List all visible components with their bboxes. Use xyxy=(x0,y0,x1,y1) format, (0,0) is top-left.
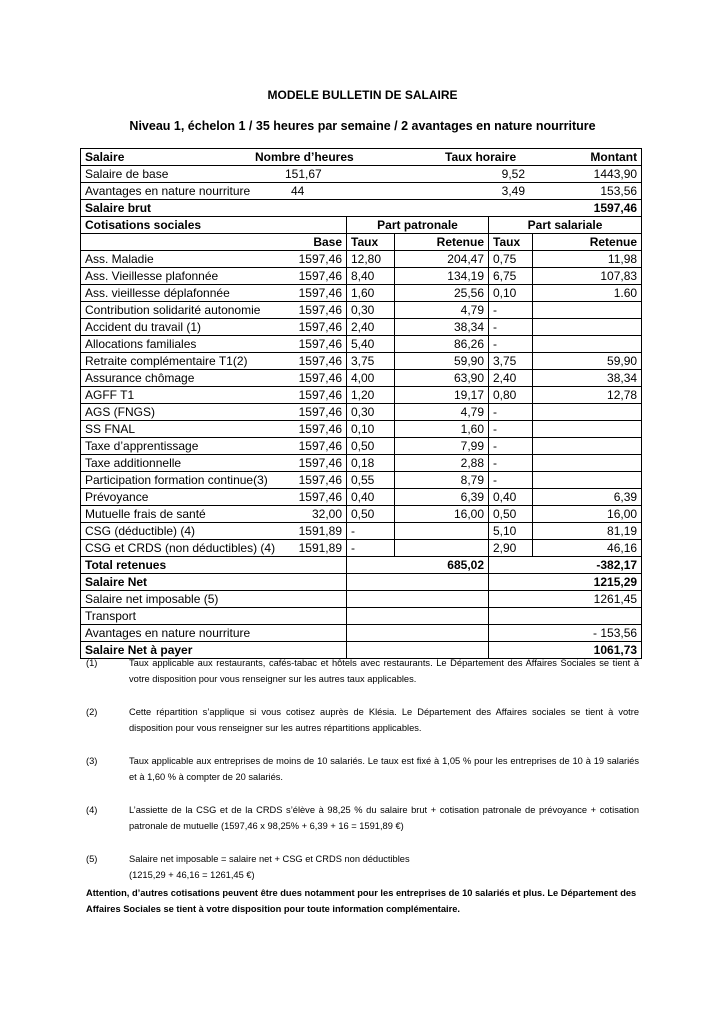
footnote-number: (1) xyxy=(86,658,98,668)
employee-deduction xyxy=(533,455,642,472)
footnote-number: (3) xyxy=(86,756,98,766)
net-row-amount: - 153,56 xyxy=(489,625,642,642)
employee-deduction: 6,39 xyxy=(533,489,642,506)
footnotes xyxy=(86,655,639,900)
contribution-label: Retraite complémentaire T1(2) xyxy=(81,353,277,370)
employer-deduction: 204,47 xyxy=(395,251,489,268)
employee-rate: 0,80 xyxy=(489,387,533,404)
total-deductions-row xyxy=(81,557,642,574)
contribution-base: 1597,46 xyxy=(277,285,347,302)
contribution-base: 1597,46 xyxy=(277,268,347,285)
employee-deduction xyxy=(533,472,642,489)
employer-rate: 5,40 xyxy=(347,336,395,353)
footnote-text: Cette répartition s’applique si vous cotisez auprès de Klésia. Le Département des Affaires sociales se tient à votre disposition pour vous renseigner sur les autres répartitions applicables. xyxy=(129,707,639,733)
contribution-row xyxy=(81,387,642,404)
employee-deduction xyxy=(533,421,642,438)
employer-deduction xyxy=(395,523,489,540)
employee-deduction: 11,98 xyxy=(533,251,642,268)
footnote-text-continued: (1215,29 + 46,16 = 1261,45 €) xyxy=(129,870,255,880)
salary-header-amount: Montant xyxy=(590,150,638,164)
employer-rate: 0,55 xyxy=(347,472,395,489)
gross-salary-amount: 1597,46 xyxy=(489,200,642,217)
contribution-base: 1597,46 xyxy=(277,404,347,421)
employer-rate: 0,10 xyxy=(347,421,395,438)
contribution-label: Accident du travail (1) xyxy=(81,319,277,336)
contribution-base: 1597,46 xyxy=(277,302,347,319)
employee-rate: - xyxy=(489,438,533,455)
salary-row-amount: 153,56 xyxy=(600,184,638,198)
employer-rate: 3,75 xyxy=(347,353,395,370)
employer-deduction: 63,90 xyxy=(395,370,489,387)
document-title: MODELE BULLETIN DE SALAIRE xyxy=(267,88,458,102)
contribution-label: CSG (déductible) (4) xyxy=(81,523,277,540)
contribution-base: 1597,46 xyxy=(277,336,347,353)
net-row-label: Avantages en nature nourriture xyxy=(81,625,347,642)
employer-rate: - xyxy=(347,540,395,557)
net-row xyxy=(81,608,642,625)
contribution-label: SS FNAL xyxy=(81,421,277,438)
employer-deduction: 7,99 xyxy=(395,438,489,455)
salary-header-rate: Taux horaire xyxy=(445,150,517,164)
employee-deduction: 16,00 xyxy=(533,506,642,523)
contribution-row xyxy=(81,455,642,472)
total-employer-deduction: 685,02 xyxy=(347,557,489,574)
employee-rate: 0,75 xyxy=(489,251,533,268)
employee-deduction xyxy=(533,302,642,319)
contribution-label: Ass. Vieillesse plafonnée xyxy=(81,268,277,285)
salary-row-amount: 1443,90 xyxy=(593,167,638,181)
contribution-label: CSG et CRDS (non déductibles) (4) xyxy=(81,540,277,557)
payslip-table xyxy=(80,148,642,659)
employer-rate: 1,20 xyxy=(347,387,395,404)
contribution-row xyxy=(81,251,642,268)
salary-header-row xyxy=(81,149,642,166)
contribution-label: Assurance chômage xyxy=(81,370,277,387)
salary-header-label: Salaire xyxy=(85,150,125,164)
contribution-base: 1591,89 xyxy=(277,523,347,540)
employee-deduction: 59,90 xyxy=(533,353,642,370)
employee-deduction: 107,83 xyxy=(533,268,642,285)
employer-deduction: 25,56 xyxy=(395,285,489,302)
contribution-label: AGFF T1 xyxy=(81,387,277,404)
employer-rate: 12,80 xyxy=(347,251,395,268)
employee-rate: 0,10 xyxy=(489,285,533,302)
net-row xyxy=(81,574,642,591)
warning-text: Attention, d’autres cotisations peuvent être dues notamment pour les entreprises de 10 salariés et plus. Le Département des Affaires Sociales se tient à votre disposition pour toute information complémentaire. xyxy=(86,888,637,914)
contribution-base: 1597,46 xyxy=(277,319,347,336)
footnote xyxy=(86,655,639,687)
employee-deduction: 1.60 xyxy=(533,285,642,302)
employee-rate: - xyxy=(489,319,533,336)
contribution-base: 1597,46 xyxy=(277,489,347,506)
base-header: Base xyxy=(81,234,347,251)
employee-deduction xyxy=(533,336,642,353)
employee-deduction: 38,34 xyxy=(533,370,642,387)
total-deductions-label: Total retenues xyxy=(81,557,347,574)
salary-row-label: Salaire de base xyxy=(85,167,169,181)
employer-rate: 4,00 xyxy=(347,370,395,387)
contribution-row xyxy=(81,285,642,302)
gross-salary-row xyxy=(81,200,642,217)
contribution-label: Prévoyance xyxy=(81,489,277,506)
contribution-label: Taxe additionnelle xyxy=(81,455,277,472)
employee-rate: - xyxy=(489,404,533,421)
employer-rate: 0,50 xyxy=(347,438,395,455)
employee-deduction: 81,19 xyxy=(533,523,642,540)
employer-deduction: 59,90 xyxy=(395,353,489,370)
footnote-text-block xyxy=(129,851,639,883)
contribution-row xyxy=(81,336,642,353)
employer-deduction: 38,34 xyxy=(395,319,489,336)
contribution-base: 1597,46 xyxy=(277,353,347,370)
payslip-table-body xyxy=(81,149,642,659)
employee-rate: 5,10 xyxy=(489,523,533,540)
contribution-row xyxy=(81,523,642,540)
net-row-amount: 1261,45 xyxy=(489,591,642,608)
contribution-row xyxy=(81,489,642,506)
net-row-employer-cell xyxy=(347,574,489,591)
employer-deduction: 4,79 xyxy=(395,404,489,421)
employer-deduction: 16,00 xyxy=(395,506,489,523)
document-subtitle: Niveau 1, échelon 1 / 35 heures par semaine / 2 avantages en nature nourriture xyxy=(129,119,596,133)
salary-row-hours: 151,67 xyxy=(285,167,322,181)
footnote-text: L’assiette de la CSG et de la CRDS s’élève à 98,25 % du salaire brut + cotisation patronale de prévoyance + cotisation patronale de mutuelle (1597,46 x 98,25% + 6,39 + 16 = 1591,89 €) xyxy=(129,805,639,831)
employer-rate: 0,30 xyxy=(347,302,395,319)
salary-row xyxy=(81,166,642,183)
contribution-label: Ass. vieillesse déplafonnée xyxy=(81,285,277,302)
net-row-employer-cell xyxy=(347,625,489,642)
contrib-subheader-row xyxy=(81,234,642,251)
employee-rate: 0,50 xyxy=(489,506,533,523)
employer-rate: 0,18 xyxy=(347,455,395,472)
footnote-text-block xyxy=(129,753,639,785)
contribution-base: 1597,46 xyxy=(277,387,347,404)
contribution-base: 1597,46 xyxy=(277,421,347,438)
salary-row-hours: 44 xyxy=(291,184,305,198)
salary-row-rate: 9,52 xyxy=(501,167,525,181)
employee-deduction: 46,16 xyxy=(533,540,642,557)
employer-deduction: 6,39 xyxy=(395,489,489,506)
contribution-row xyxy=(81,319,642,336)
net-row-employer-cell xyxy=(347,608,489,625)
footnote xyxy=(86,851,639,883)
employer-rate: 8,40 xyxy=(347,268,395,285)
gross-salary-label: Salaire brut xyxy=(81,200,489,217)
contribution-label: Contribution solidarité autonomie xyxy=(81,302,277,319)
employer-deduction: 4,79 xyxy=(395,302,489,319)
net-row-amount xyxy=(489,608,642,625)
contribution-base: 1597,46 xyxy=(277,438,347,455)
employer-deduction-header: Retenue xyxy=(395,234,489,251)
footnote-text: Taux applicable aux entreprises de moins de 10 salariés. Le taux est fixé à 1,05 % pour les entreprises de 10 à 19 salariés et à 1,60 % à compter de 20 salariés. xyxy=(129,756,639,782)
contribution-row xyxy=(81,353,642,370)
net-to-pay-label: Salaire Net à payer xyxy=(81,642,347,659)
employee-deduction xyxy=(533,438,642,455)
salary-header-hours: Nombre d’heures xyxy=(255,150,354,164)
employer-deduction: 19,17 xyxy=(395,387,489,404)
contribution-row xyxy=(81,404,642,421)
employer-rate: 2,40 xyxy=(347,319,395,336)
footnote xyxy=(86,704,639,736)
employee-rate: - xyxy=(489,302,533,319)
footnote-text-block xyxy=(129,655,639,687)
employee-deduction xyxy=(533,404,642,421)
contribution-base: 1597,46 xyxy=(277,455,347,472)
employee-rate-header: Taux xyxy=(489,234,533,251)
contribution-row xyxy=(81,472,642,489)
employer-deduction: 1,60 xyxy=(395,421,489,438)
employer-rate: 0,40 xyxy=(347,489,395,506)
employer-deduction xyxy=(395,540,489,557)
net-row-label: Salaire Net xyxy=(81,574,347,591)
total-employee-deduction: -382,17 xyxy=(489,557,642,574)
employer-rate: 1,60 xyxy=(347,285,395,302)
contribution-row xyxy=(81,302,642,319)
footnote xyxy=(86,753,639,785)
footnote xyxy=(86,802,639,834)
footnote-number: (2) xyxy=(86,707,98,717)
employer-share-header: Part patronale xyxy=(347,217,489,234)
contribution-row xyxy=(81,438,642,455)
contribution-row xyxy=(81,421,642,438)
footnote-text: Taux applicable aux restaurants, cafés-tabac et hôtels avec restaurants. Le Département des Affaires Sociales se tient à votre disposition pour vous renseigner sur les autres taux applicables. xyxy=(129,658,639,684)
employer-deduction: 2,88 xyxy=(395,455,489,472)
net-row xyxy=(81,591,642,608)
employer-deduction: 86,26 xyxy=(395,336,489,353)
employer-rate: 0,30 xyxy=(347,404,395,421)
employee-rate: 3,75 xyxy=(489,353,533,370)
contribution-base: 1597,46 xyxy=(277,370,347,387)
net-to-pay-amount: 1061,73 xyxy=(489,642,642,659)
employee-deduction-header: Retenue xyxy=(533,234,642,251)
employee-rate: - xyxy=(489,421,533,438)
net-row-amount: 1215,29 xyxy=(489,574,642,591)
employee-rate: - xyxy=(489,455,533,472)
net-row-label: Salaire net imposable (5) xyxy=(81,591,347,608)
employee-rate: 2,90 xyxy=(489,540,533,557)
footnote-text-block xyxy=(129,802,639,834)
contribution-label: Allocations familiales xyxy=(81,336,277,353)
footnote-text: Salaire net imposable = salaire net + CSG et CRDS non déductibles xyxy=(129,854,410,864)
employee-rate: 0,40 xyxy=(489,489,533,506)
employer-deduction: 8,79 xyxy=(395,472,489,489)
contribution-row xyxy=(81,506,642,523)
net-row-label: Transport xyxy=(81,608,347,625)
employer-rate-header: Taux xyxy=(347,234,395,251)
employee-deduction xyxy=(533,319,642,336)
employee-share-header: Part salariale xyxy=(489,217,642,234)
employer-rate: 0,50 xyxy=(347,506,395,523)
employee-rate: 6,75 xyxy=(489,268,533,285)
contribution-label: Participation formation continue(3) xyxy=(81,472,277,489)
salary-row-label: Avantages en nature nourriture xyxy=(85,184,251,198)
employee-rate: - xyxy=(489,336,533,353)
contribution-base: 1597,46 xyxy=(277,472,347,489)
employee-rate: 2,40 xyxy=(489,370,533,387)
footnote-number: (4) xyxy=(86,805,98,815)
contribution-base: 32,00 xyxy=(277,506,347,523)
employee-rate: - xyxy=(489,472,533,489)
salary-header-cell xyxy=(81,149,642,166)
employer-rate: - xyxy=(347,523,395,540)
contribution-row xyxy=(81,370,642,387)
net-row xyxy=(81,625,642,642)
contribution-row xyxy=(81,540,642,557)
net-row-employer-cell xyxy=(347,591,489,608)
contribution-label: AGS (FNGS) xyxy=(81,404,277,421)
footnote-number: (5) xyxy=(86,854,98,864)
salary-row xyxy=(81,183,642,200)
employee-deduction: 12,78 xyxy=(533,387,642,404)
contrib-header-row xyxy=(81,217,642,234)
contribution-label: Mutuelle frais de santé xyxy=(81,506,277,523)
footnote-text-block xyxy=(129,704,639,736)
contribution-label: Ass. Maladie xyxy=(81,251,277,268)
contribution-row xyxy=(81,268,642,285)
contribution-base: 1597,46 xyxy=(277,251,347,268)
employer-deduction: 134,19 xyxy=(395,268,489,285)
salary-row-rate: 3,49 xyxy=(501,184,525,198)
contribution-base: 1591,89 xyxy=(277,540,347,557)
contrib-header-label: Cotisations sociales xyxy=(81,217,347,234)
contribution-label: Taxe d’apprentissage xyxy=(81,438,277,455)
